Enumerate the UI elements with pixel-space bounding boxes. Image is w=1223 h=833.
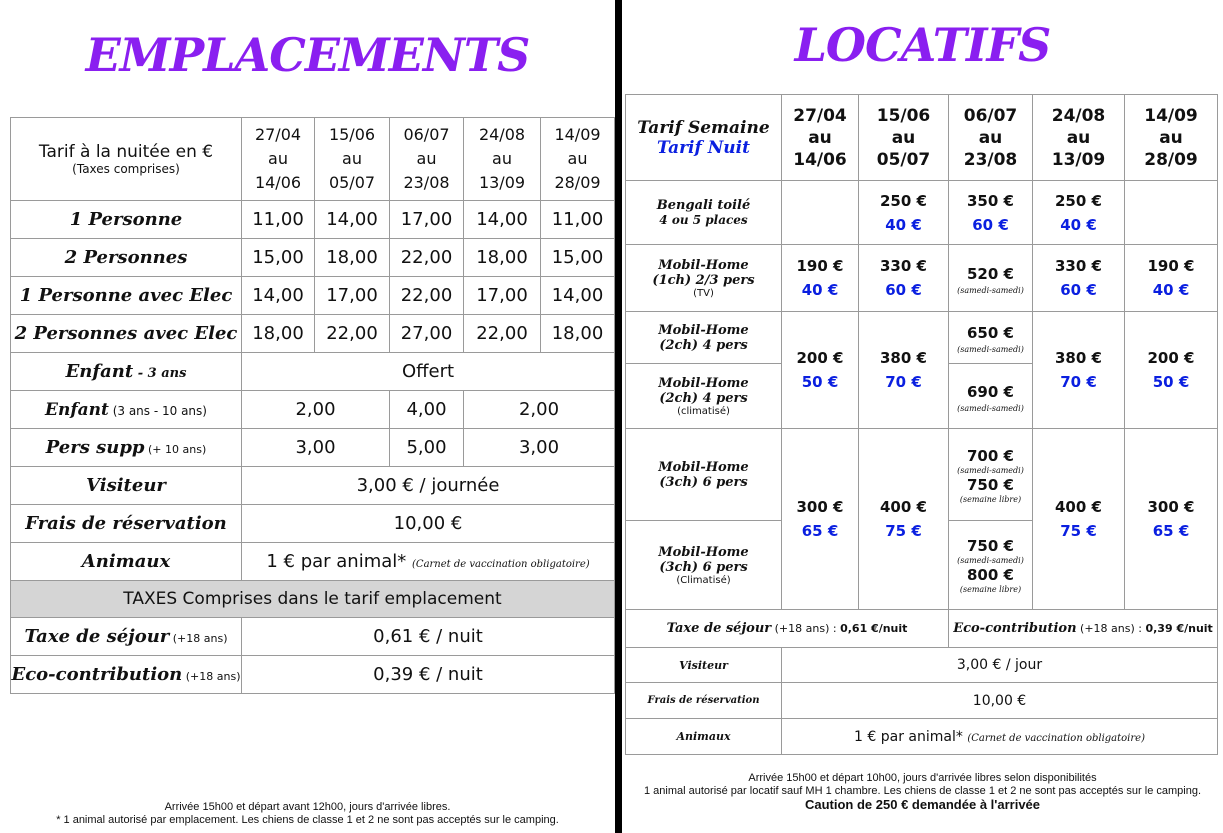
price-cell: 22,00: [390, 239, 464, 277]
period-header: 14/09 au 28/09: [1125, 95, 1218, 181]
price-cell: 17,00: [390, 201, 464, 239]
table-row: [11, 239, 615, 277]
table-row: [11, 467, 615, 505]
price-cell: 14,00: [464, 201, 541, 239]
period-header: 15/06 au 05/07: [315, 118, 390, 201]
price-cell: 400 € 75 €: [1033, 429, 1125, 610]
price-cell: 10,00 €: [242, 505, 615, 543]
row-label: Mobil-Home (3ch) 6 pers: [626, 429, 782, 521]
row-label: 1 Personne avec Elec: [11, 277, 242, 315]
table-row: [626, 245, 1218, 312]
note-line: Arrivée 15h00 et départ avant 12h00, jours d'arrivée libres.: [164, 801, 451, 813]
row-label: 2 Personnes: [11, 239, 242, 277]
row-label: 2 Personnes avec Elec: [11, 315, 242, 353]
table-row: [11, 505, 615, 543]
price-cell: 14,00: [541, 277, 615, 315]
table-row: [11, 277, 615, 315]
price-cell: 200 € 50 €: [782, 312, 859, 429]
price-cell: 400 € 75 €: [859, 429, 949, 610]
price-cell: 14,00: [242, 277, 315, 315]
price-cell: 190 € 40 €: [782, 245, 859, 312]
price-cell: 380 € 70 €: [1033, 312, 1125, 429]
table-row: [11, 543, 615, 581]
table-row: [11, 353, 615, 391]
price-cell: 15,00: [242, 239, 315, 277]
note-line: * 1 animal autorisé par emplacement. Les chiens de classe 1 et 2 ne sont pas acceptés sur le camping.: [56, 814, 559, 826]
price-cell: 330 € 60 €: [1033, 245, 1125, 312]
price-cell: 0,61 € / nuit: [242, 618, 615, 656]
price-cell: [782, 181, 859, 245]
price-cell: 17,00: [464, 277, 541, 315]
period-header: 06/07 au 23/08: [949, 95, 1033, 181]
row-label: Mobil-Home (2ch) 4 pers (climatisé): [626, 364, 782, 429]
row-label: Frais de réservation: [626, 683, 782, 719]
price-cell: 300 € 65 €: [1125, 429, 1218, 610]
price-cell: 690 € (samedi-samedi): [949, 364, 1033, 429]
row-label: Animaux: [626, 719, 782, 755]
row-label: Pers supp (+ 10 ans): [11, 429, 242, 467]
locatifs-table: [625, 94, 1218, 755]
period-header: 15/06 au 05/07: [859, 95, 949, 181]
header-label: Tarif à la nuitée en €: [38, 142, 214, 162]
period-header: 27/04 au 14/06: [782, 95, 859, 181]
period-header: 27/04 au 14/06: [242, 118, 315, 201]
price-cell: 520 € (samedi-samedi): [949, 245, 1033, 312]
note-line: Arrivée 15h00 et départ 10h00, jours d'arrivée libres selon disponibilités: [748, 772, 1097, 784]
table-row: [626, 648, 1218, 683]
row-label: Mobil-Home (3ch) 6 pers (Climatisé): [626, 521, 782, 610]
table-row: [11, 429, 615, 467]
price-cell: [1125, 181, 1218, 245]
row-label: Bengali toilé 4 ou 5 places: [626, 181, 782, 245]
table-row: [11, 618, 615, 656]
table-row: [626, 683, 1218, 719]
price-cell: 15,00: [541, 239, 615, 277]
price-cell: 10,00 €: [782, 683, 1218, 719]
caution-note: Caution de 250 € demandée à l'arrivée: [804, 797, 1041, 812]
row-label: Eco-contribution (+18 ans): [11, 656, 242, 694]
table-row: [11, 391, 615, 429]
price-cell: 700 € (samedi-samedi) 750 € (semaine libre): [949, 429, 1033, 521]
locatifs-title: LOCATIFS: [794, 18, 1051, 72]
price-cell: 18,00: [242, 315, 315, 353]
price-cell: 350 € 60 €: [949, 181, 1033, 245]
eco-contribution-cell: Eco-contribution (+18 ans) : 0,39 €/nuit: [949, 610, 1218, 648]
period-header: 06/07 au 23/08: [390, 118, 464, 201]
emplacements-title: EMPLACEMENTS: [85, 28, 530, 82]
taxe-sejour-cell: Taxe de séjour (+18 ans) : 0,61 €/nuit: [626, 610, 949, 648]
price-cell: 250 € 40 €: [1033, 181, 1125, 245]
price-cell: 380 € 70 €: [859, 312, 949, 429]
table-header-row: [11, 118, 615, 201]
price-cell: 5,00: [390, 429, 464, 467]
row-label: Visiteur: [11, 467, 242, 505]
price-cell: 1 € par animal* (Carnet de vaccination obligatoire): [782, 719, 1218, 755]
row-label: Enfant (3 ans - 10 ans): [11, 391, 242, 429]
price-cell: 22,00: [390, 277, 464, 315]
price-cell: 200 € 50 €: [1125, 312, 1218, 429]
price-cell: 22,00: [464, 315, 541, 353]
row-label: Enfant - 3 ans: [11, 353, 242, 391]
table-row: [626, 429, 1218, 521]
price-cell: 18,00: [464, 239, 541, 277]
row-label: 1 Personne: [11, 201, 242, 239]
price-cell: 330 € 60 €: [859, 245, 949, 312]
header-label-cell: [11, 118, 242, 201]
row-label: Mobil-Home (1ch) 2/3 pers (TV): [626, 245, 782, 312]
header-semaine: Tarif Semaine: [637, 117, 770, 138]
price-cell: 2,00: [464, 391, 615, 429]
row-label: Mobil-Home (2ch) 4 pers: [626, 312, 782, 364]
price-cell: 2,00: [242, 391, 390, 429]
price-cell: 14,00: [315, 201, 390, 239]
page-divider: [615, 0, 622, 833]
row-label: Taxe de séjour (+18 ans): [11, 618, 242, 656]
header-nuit: Tarif Nuit: [657, 137, 750, 158]
price-cell: 190 € 40 €: [1125, 245, 1218, 312]
price-cell: 18,00: [315, 239, 390, 277]
price-cell: 18,00: [541, 315, 615, 353]
price-cell: 11,00: [541, 201, 615, 239]
period-header: 24/08 au 13/09: [1033, 95, 1125, 181]
table-row: [626, 312, 1218, 364]
table-row: [626, 610, 1218, 648]
price-cell: 11,00: [242, 201, 315, 239]
emplacements-table: [10, 117, 615, 694]
period-header: 14/09 au 28/09: [541, 118, 615, 201]
price-cell: 250 € 40 €: [859, 181, 949, 245]
table-row: [626, 181, 1218, 245]
table-row: [11, 656, 615, 694]
price-cell: 750 € (samedi-samedi) 800 € (semaine libre): [949, 521, 1033, 610]
row-label: Visiteur: [626, 648, 782, 683]
table-row: [11, 315, 615, 353]
table-row: [626, 719, 1218, 755]
price-cell: 3,00 € / journée: [242, 467, 615, 505]
emplacements-notes: [0, 801, 615, 827]
table-row: [11, 201, 615, 239]
period-header: 24/08 au 13/09: [464, 118, 541, 201]
price-cell: Offert: [242, 353, 615, 391]
price-cell: 3,00: [464, 429, 615, 467]
header-label-cell: [626, 95, 782, 181]
price-cell: 22,00: [315, 315, 390, 353]
taxes-banner-row: [11, 581, 615, 618]
note-line: 1 animal autorisé par locatif sauf MH 1 chambre. Les chiens de classe 1 et 2 ne sont pas acceptés sur le camping.: [643, 785, 1201, 797]
price-cell: 3,00: [242, 429, 390, 467]
locatifs-notes: [622, 772, 1223, 811]
price-cell: 17,00: [315, 277, 390, 315]
taxes-banner: TAXES Comprises dans le tarif emplacement: [11, 581, 615, 618]
table-header-row: [626, 95, 1218, 181]
price-cell: 4,00: [390, 391, 464, 429]
row-label: Animaux: [11, 543, 242, 581]
price-cell: 27,00: [390, 315, 464, 353]
price-cell: 650 € (samedi-samedi): [949, 312, 1033, 364]
price-cell: 3,00 € / jour: [782, 648, 1218, 683]
price-cell: 1 € par animal* (Carnet de vaccination obligatoire): [242, 543, 615, 581]
price-cell: 0,39 € / nuit: [242, 656, 615, 694]
price-cell: 300 € 65 €: [782, 429, 859, 610]
header-sub: (Taxes comprises): [72, 162, 180, 176]
row-label: Frais de réservation: [11, 505, 242, 543]
